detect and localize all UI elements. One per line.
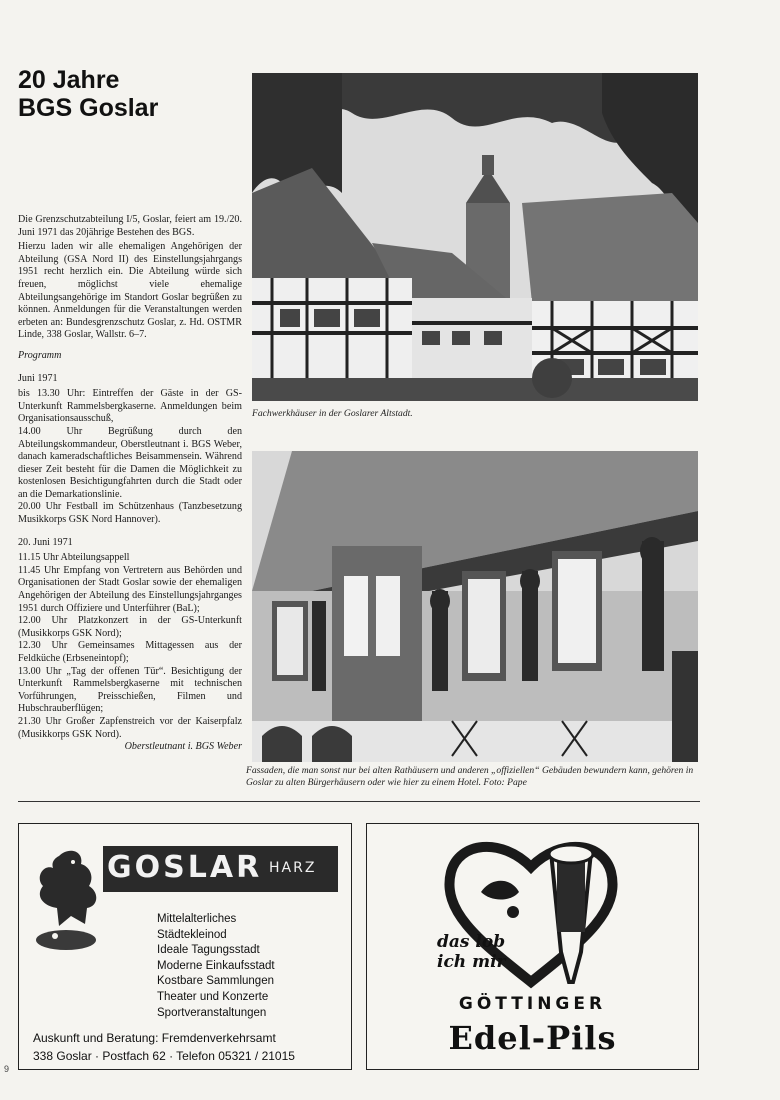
photo-caption-2: Fassaden, die man sonst nur bei alten Rathäusern und anderen „offiziellen“ Gebäuden bewundern kann, gehören in Goslar zu alten Bürgerhäusern oder wie hier zu einem Hotel. Foto: Pape [246,765,694,788]
feature-item: Kostbare Sammlungen [157,975,274,988]
feature-item: Mittelalterliches [157,913,237,925]
schedule-item: 12.00 Uhr Platzkonzert in der GS-Unterkunft (Musikkorps GSK Nord); [18,615,242,639]
page-number: 9 [4,1064,10,1074]
day1-date: Juni 1971 [18,372,58,384]
schedule-item: bis 13.30 Uhr: Eintreffen der Gäste in der GS-Unterkunft Rammelsbergkaserne. Anmeldungen beim Organisationsausschuß, [18,388,242,425]
carved-facade-image [252,451,698,762]
title-line-1: 20 Jahre [18,66,120,94]
photo-caption-1: Fachwerkhäuser in der Goslarer Altstadt. [252,408,413,419]
ad-goslar-info-line-2: 338 Goslar · Postfach 62 · Telefon 05321 / 21015 [33,1049,295,1063]
ad-goslar-tourism [18,823,352,1070]
feature-item: Theater und Konzerte [157,990,269,1003]
ad-goettinger-beer [366,823,699,1070]
schedule-item: 11.15 Uhr Abteilungsappell [18,552,130,564]
ad-beer-slogan [437,932,506,972]
program-heading: Programm [18,349,62,361]
schedule-item: 13.00 Uhr „Tag der offenen Tür“. Besichtigung der Unterkunft Rammelsbergkaserne mit technischen Vorführungen, Preisschießen, Filmen und Hubschrauberflügen; [18,665,242,715]
ad-goslar-info-line-1: Auskunft und Beratung: Fremdenverkehrsamt [33,1031,276,1045]
feature-item: Moderne Einkaufsstadt [157,959,275,972]
ad-goslar-features [157,912,275,1021]
photo-half-timbered-houses [252,73,698,401]
schedule-item: 14.00 Uhr Begrüßung durch den Abteilungskommandeur, Oberstleutnant i. BGS Weber, danach kameradschaftliches Beisammensein. Während dieser Zeit besteht für die Damen die Möglichkeit zu kostenlosen Besichtigungfahrten durch die Stadt oder an die Demarkationslinie. [18,425,242,500]
article-invitation: Hierzu laden wir alle ehemaligen Angehörigen der Abteilung (GSA Nord II) des Einstellungsjahrgangs 1951 recht herzlich ein. Die Abteilung würde sich freuen, möglichst viele ehemalige Abteilungsangehörige im Standort Goslar begrüßen zu können. Anmeldungen für die Veranstaltungen werden erbeten an: Bundesgrenzschutz Goslar, z. Hd. OSTMR Linde, 338 Goslar, Wallstr. 6–7. [18,241,242,341]
slogan-line-2: ich mir [437,952,506,972]
title-line-2: BGS Goslar [18,94,159,122]
slogan-line-1: das lob [437,932,506,952]
ad-beer-brand-city: GÖTTINGER [458,994,607,1014]
article-signature: Oberstleutnant i. BGS Weber [124,741,242,753]
photo-carved-facade [252,451,698,762]
ad-goslar-banner-sub: HARZ [269,860,317,876]
schedule-item: 11.45 Uhr Empfang von Vertretern aus Behörden und Organisationen der Stadt Goslar sowie der ehemaligen Angehörigen der Abteilung des Einstellungsjahrganges 1951 durch Offiziere und Unterführer (BaL); [18,564,242,614]
article-body [18,214,242,756]
article-intro: Die Grenzschutzabteilung I/5, Goslar, feiert am 19./20. Juni 1971 das 20jährige Bestehen des BGS. [18,214,242,238]
ad-goslar-contact [33,1029,295,1065]
half-timbered-houses-image [252,73,698,401]
eagle-logo-icon [29,846,103,952]
feature-item: Ideale Tagungsstadt [157,944,260,957]
feature-item: Städtekleinod [157,928,227,941]
day2-schedule [18,552,242,741]
ad-beer-brand-name: Edel-Pils [448,1019,617,1057]
article-title [18,66,158,122]
day1-schedule [18,388,242,527]
schedule-item: 12.30 Uhr Gemeinsames Mittagessen aus der Feldküche (Erbseneintopf); [18,640,242,664]
schedule-item: 20.00 Uhr Festball im Schützenhaus (Tanzbesetzung Musikkorps GSK Nord Hannover). [18,501,242,526]
section-divider [18,801,700,802]
schedule-item: 21.30 Uhr Großer Zapfenstreich vor der Kaiserpfalz (Musikkorps GSK Nord). [18,715,242,740]
day2-date: 20. Juni 1971 [18,536,73,548]
feature-item: Sportveranstaltungen [157,1006,267,1019]
ad-goslar-banner-title: GOSLAR [107,850,263,885]
